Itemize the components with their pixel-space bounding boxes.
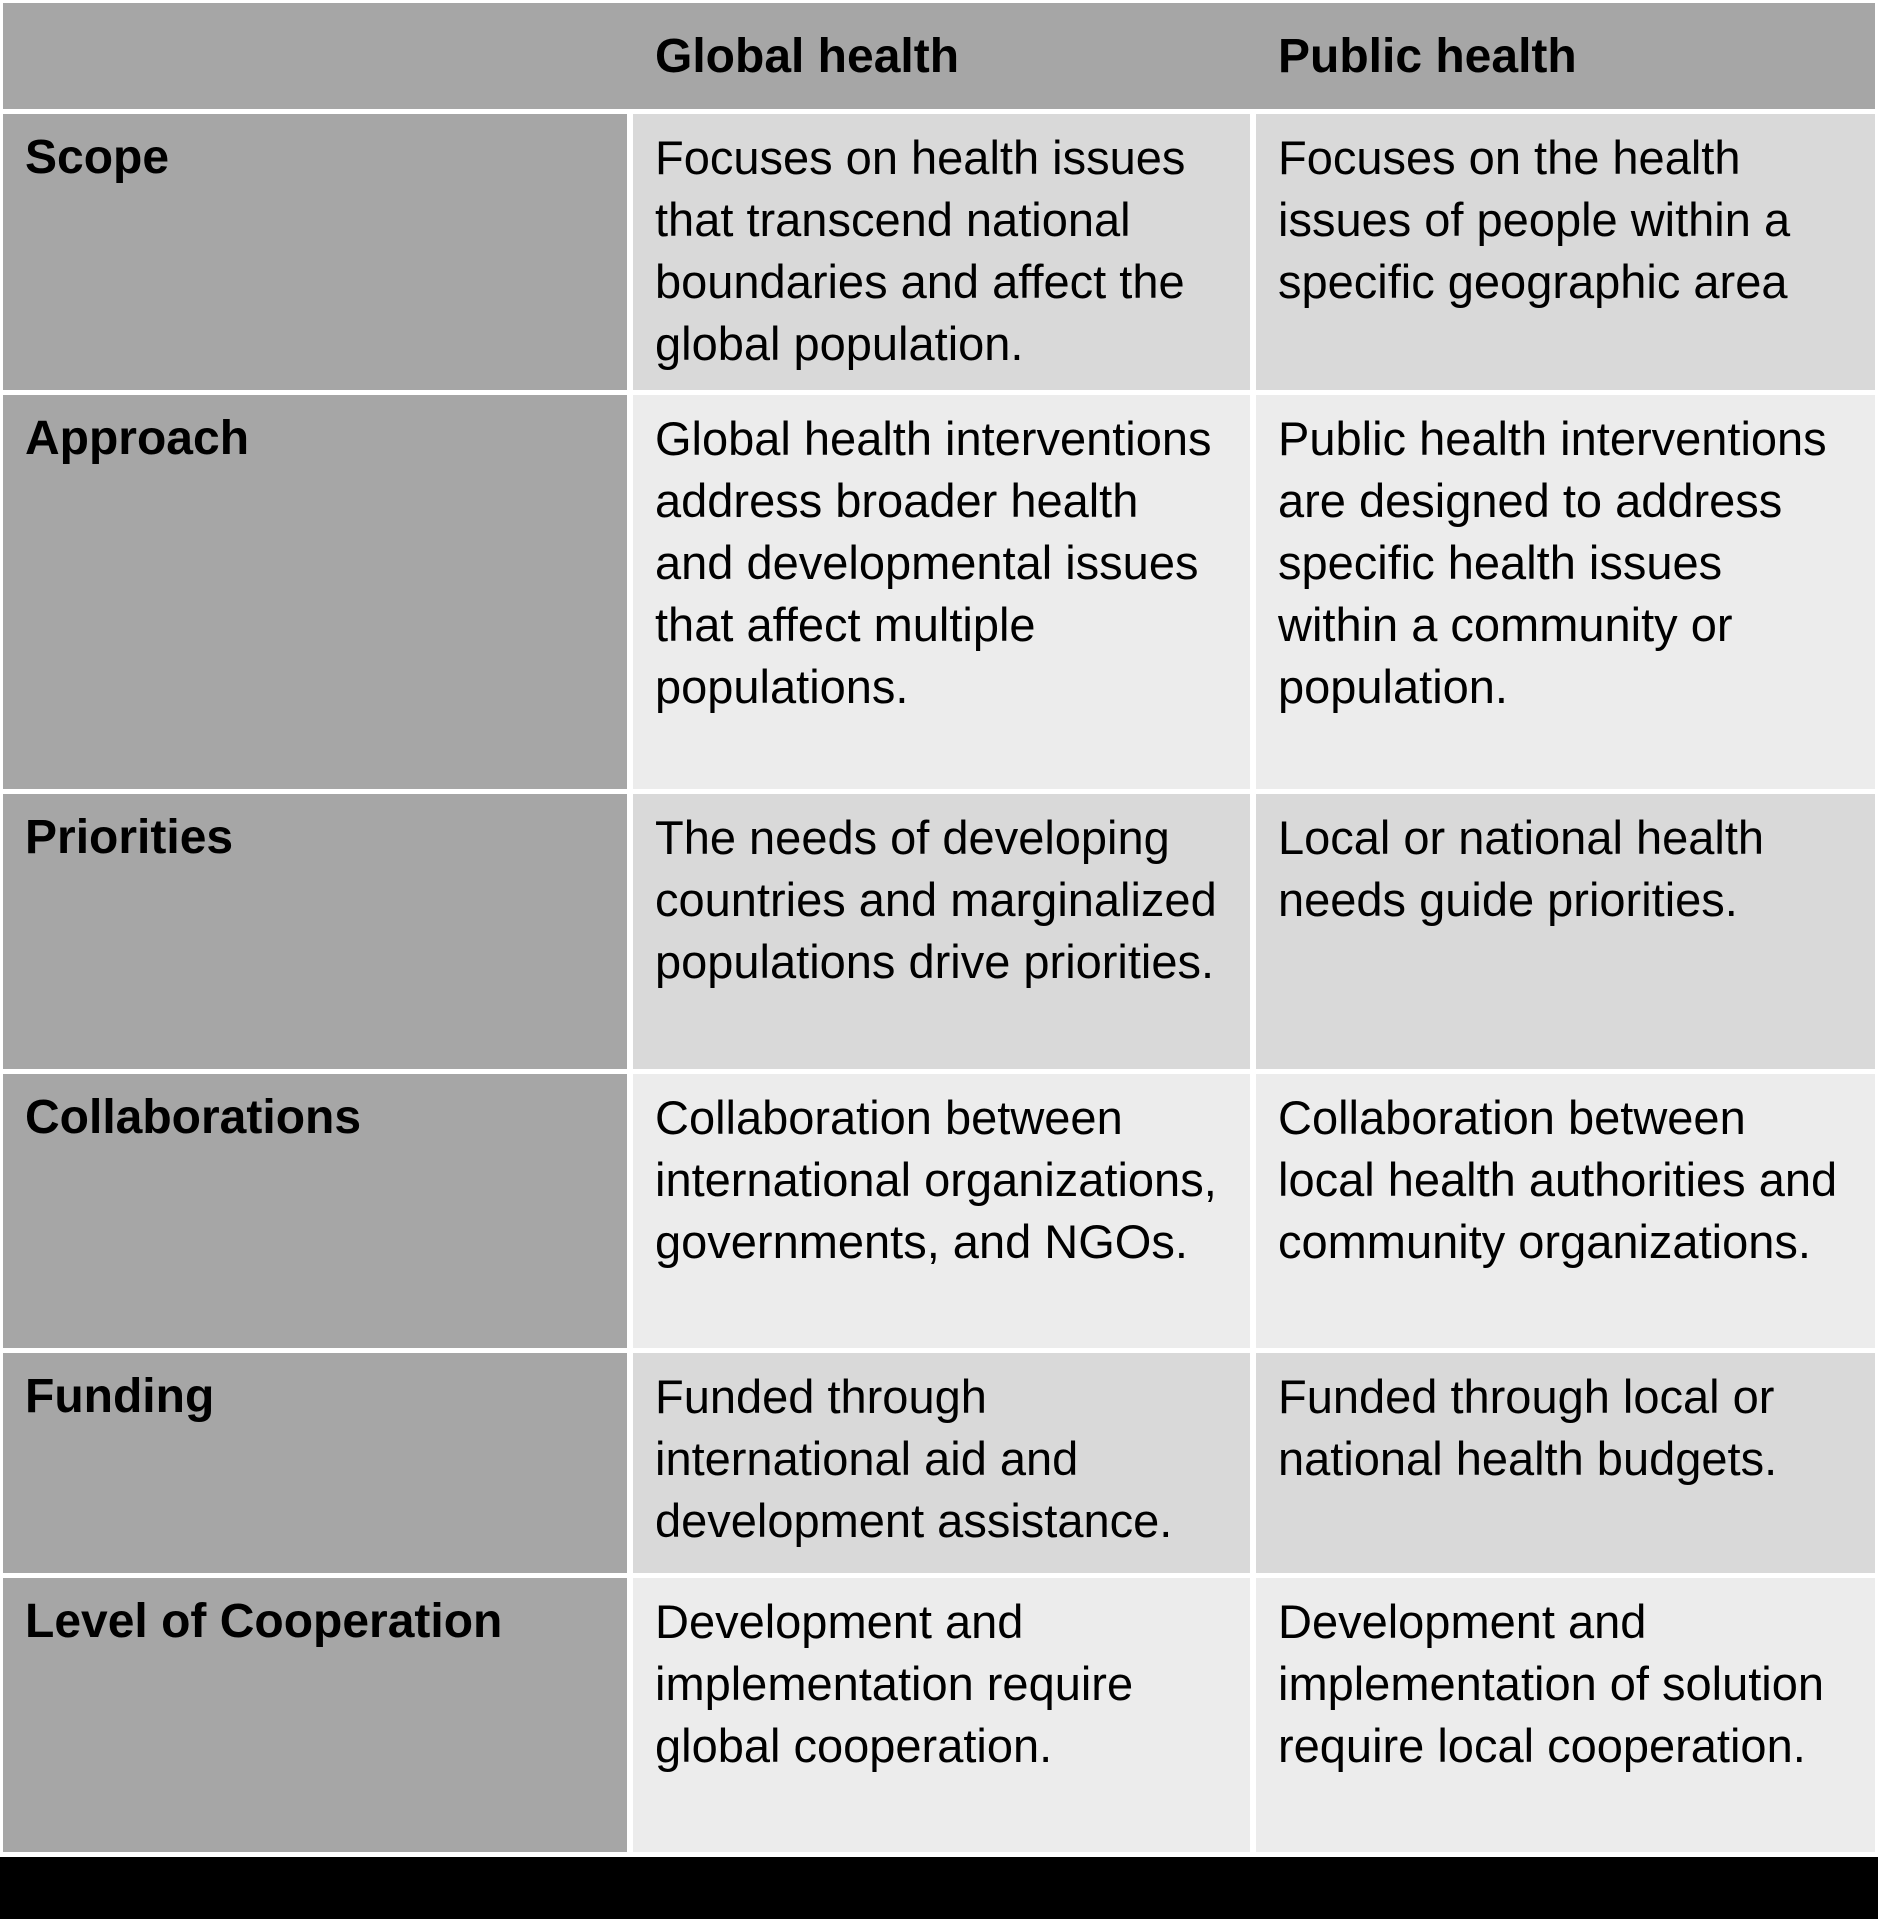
row-header-scope: Scope [3,114,627,390]
cell-level-of-cooperation-public-health: Development and implementation of solution require local cooperation. [1256,1578,1875,1852]
cell-collaborations-public-health: Collaboration between local health authorities and community organizations. [1256,1074,1875,1348]
cell-approach-global-health: Global health interventions address broader health and developmental issues that affect multiple populations. [633,395,1250,789]
column-header-global-health: Global health [655,29,960,83]
row-header-collaborations: Collaborations [3,1074,627,1348]
cell-scope-global-health: Focuses on health issues that transcend national boundaries and affect the global population. [633,114,1250,390]
cell-scope-public-health: Focuses on the health issues of people within a specific geographic area [1256,114,1875,390]
row-header-approach: Approach [3,395,627,789]
bottom-black-bar [0,1857,1878,1919]
row-header-priorities: Priorities [3,794,627,1069]
table-header-row [3,3,1875,109]
row-header-funding: Funding [3,1353,627,1573]
cell-funding-global-health: Funded through international aid and development assistance. [633,1353,1250,1573]
table-body [3,114,1875,1852]
cell-level-of-cooperation-global-health: Development and implementation require global cooperation. [633,1578,1250,1852]
cell-funding-public-health: Funded through local or national health budgets. [1256,1353,1875,1573]
cell-approach-public-health: Public health interventions are designed to address specific health issues within a community or population. [1256,395,1875,789]
cell-collaborations-global-health: Collaboration between international organizations, governments, and NGOs. [633,1074,1250,1348]
column-header-public-health: Public health [1278,29,1577,83]
cell-priorities-public-health: Local or national health needs guide priorities. [1256,794,1875,1069]
cell-priorities-global-health: The needs of developing countries and marginalized populations drive priorities. [633,794,1250,1069]
row-header-level-of-cooperation: Level of Cooperation [3,1578,627,1852]
